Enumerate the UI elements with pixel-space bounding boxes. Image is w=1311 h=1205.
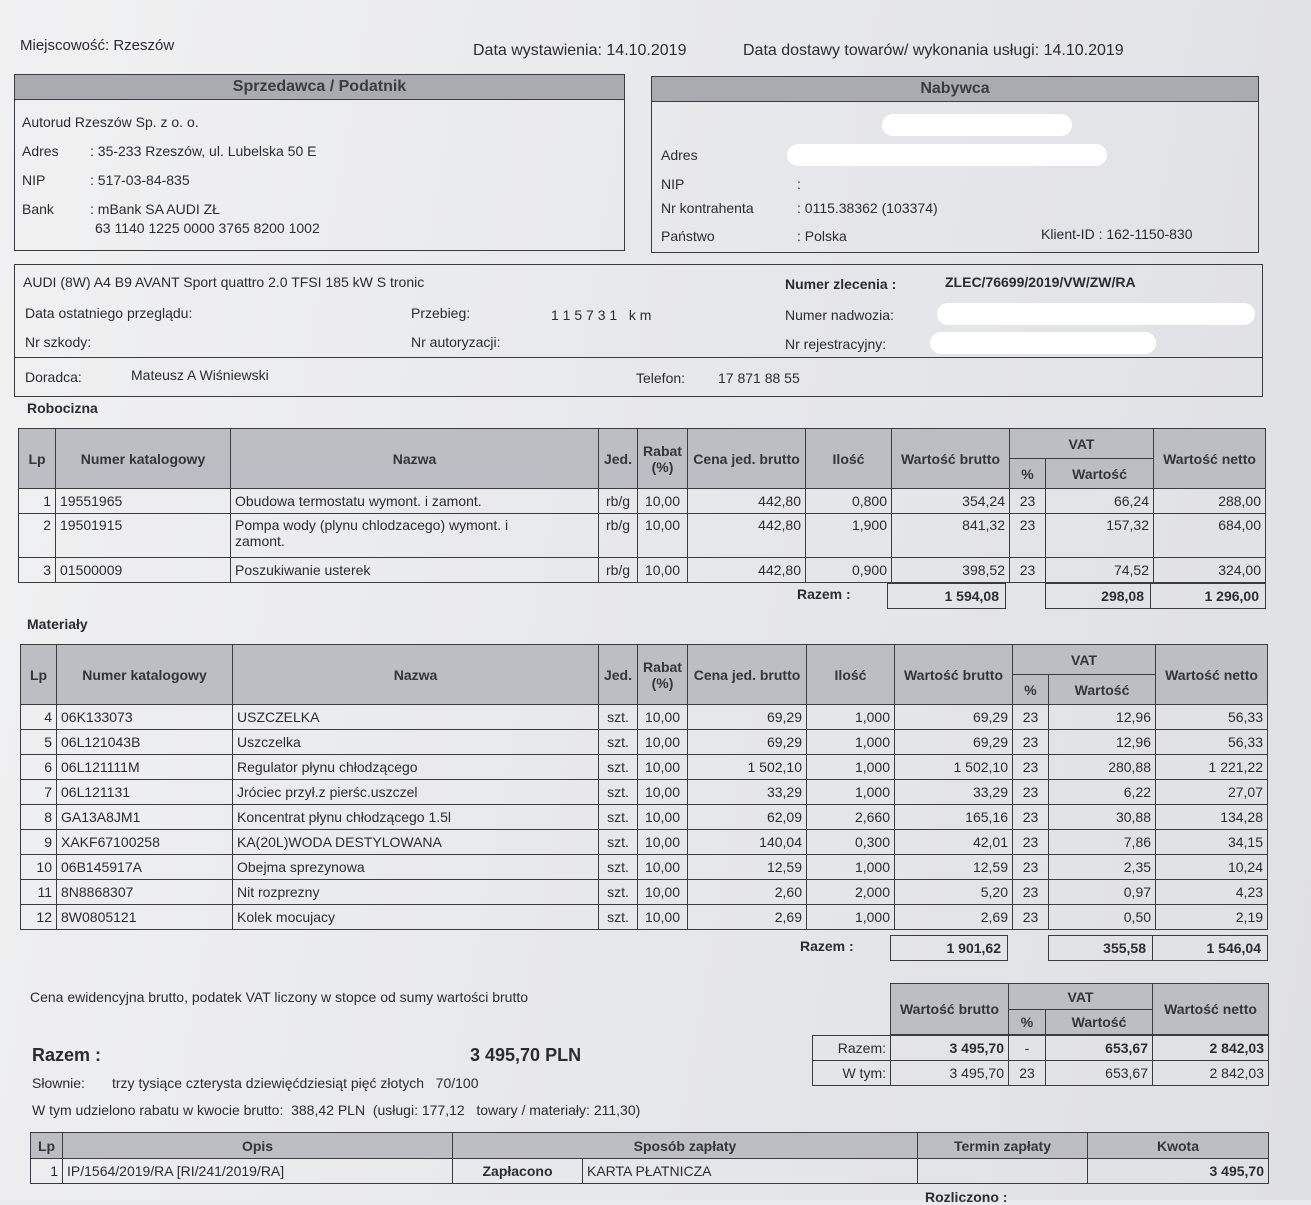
mcol-vat: VAT	[1013, 645, 1156, 675]
materials-cell-gross: 2,69	[895, 905, 1013, 930]
labor-cell-disc: 10,00	[638, 489, 688, 514]
labor-cell-unit: rb/g	[599, 558, 638, 583]
mcol-vat-pct: %	[1013, 675, 1049, 705]
pay-col-method: Sposób zapłaty	[453, 1133, 918, 1159]
pay-desc: IP/1564/2019/RA [RI/241/2019/RA]	[63, 1159, 453, 1184]
seller-address-label: Adres	[22, 143, 59, 159]
labor-cell-gross: 354,24	[892, 489, 1010, 514]
materials-cell-qty: 2,000	[807, 880, 895, 905]
labor-row	[19, 489, 1266, 514]
damage-label: Nr szkody:	[25, 334, 92, 350]
materials-row	[21, 880, 1268, 905]
sum-row1-label: Razem:	[813, 1036, 891, 1061]
pay-status: Zapłacono	[453, 1159, 583, 1184]
materials-cell-qty: 2,660	[807, 805, 895, 830]
buyer-box	[651, 101, 1259, 253]
materials-cell-gross: 69,29	[895, 730, 1013, 755]
col-lp: Lp	[19, 429, 56, 489]
phone-value: 17 871 88 55	[718, 370, 800, 386]
materials-cell-qty: 1,000	[807, 780, 895, 805]
seller-address: : 35-233 Rzeszów, ul. Lubelska 50 E	[90, 143, 317, 159]
materials-row	[21, 755, 1268, 780]
place: Miejscowość: Rzeszów	[20, 37, 175, 54]
col-unit-price: Cena jed. brutto	[688, 429, 806, 489]
materials-cell-cat: GA13A8JM1	[57, 805, 233, 830]
materials-cell-net: 56,33	[1156, 705, 1268, 730]
materials-cell-net: 27,07	[1156, 780, 1268, 805]
materials-cell-vat: 30,88	[1049, 805, 1156, 830]
materials-cell-pct: 23	[1013, 830, 1049, 855]
labor-title: Robocizna	[27, 400, 98, 416]
redacted-registration	[930, 332, 1156, 354]
materials-cell-name: Koncentrat płynu chłodzącego 1.5l	[233, 805, 599, 830]
labor-cell-name-line2: zamont.	[235, 533, 285, 549]
materials-cell-lp: 7	[21, 780, 57, 805]
materials-total-net: 1 546,04	[1152, 935, 1268, 961]
sum-row2-vat: 653,67	[1046, 1061, 1153, 1086]
labor-cell-pct: 23	[1010, 514, 1046, 558]
col-name: Nazwa	[231, 429, 599, 489]
buyer-contractor-label: Nr kontrahenta	[661, 200, 754, 216]
materials-cell-pct: 23	[1013, 880, 1049, 905]
mcol-gross: Wartość brutto	[895, 645, 1013, 705]
materials-cell-vat: 12,96	[1049, 730, 1156, 755]
seller-box	[14, 99, 625, 251]
labor-cell-cat: 19551965	[56, 489, 231, 514]
materials-cell-cat: XAKF67100258	[57, 830, 233, 855]
seller-account: 63 1140 1225 0000 3765 8200 1002	[95, 220, 320, 236]
labor-cell-price: 442,80	[688, 489, 806, 514]
materials-row	[21, 705, 1268, 730]
buyer-country: : Polska	[797, 228, 847, 244]
materials-row	[21, 730, 1268, 755]
pay-col-amount: Kwota	[1088, 1133, 1269, 1159]
last-service-label: Data ostatniego przeglądu:	[25, 305, 193, 321]
materials-cell-gross: 12,59	[895, 855, 1013, 880]
col-vat: VAT	[1010, 429, 1154, 459]
order-label: Numer zlecenia :	[785, 276, 897, 292]
materials-cell-vat: 0,50	[1049, 905, 1156, 930]
advisor-label: Doradca:	[25, 369, 82, 385]
materials-cell-name: Regulator płynu chłodzącego	[233, 755, 599, 780]
materials-cell-price: 140,04	[688, 830, 807, 855]
labor-cell-vat: 74,52	[1046, 558, 1154, 583]
vin-label: Numer nadwozia:	[785, 307, 894, 323]
col-unit: Jed.	[599, 429, 638, 489]
sum-col-gross: Wartość brutto	[891, 984, 1009, 1035]
materials-cell-lp: 4	[21, 705, 57, 730]
mcol-name: Nazwa	[233, 645, 599, 705]
pay-amount: 3 495,70	[1088, 1159, 1269, 1184]
seller-header: Sprzedawca / Podatnik	[14, 74, 625, 100]
buyer-nip: :	[797, 176, 801, 192]
materials-cell-lp: 11	[21, 880, 57, 905]
materials-cell-disc: 10,00	[638, 855, 688, 880]
materials-cell-unit: szt.	[599, 730, 638, 755]
materials-cell-net: 2,19	[1156, 905, 1268, 930]
materials-cell-unit: szt.	[599, 880, 638, 905]
summary-table	[812, 1035, 1269, 1086]
labor-cell-price: 442,80	[688, 514, 806, 558]
labor-row	[19, 514, 1266, 558]
materials-title: Materiały	[27, 616, 88, 632]
materials-cell-name: Nit rozprezny	[233, 880, 599, 905]
materials-cell-vat: 0,97	[1049, 880, 1156, 905]
mcol-qty: Ilość	[807, 645, 895, 705]
labor-cell-name	[231, 514, 599, 558]
mcol-lp: Lp	[21, 645, 57, 705]
materials-cell-vat: 7,86	[1049, 830, 1156, 855]
materials-cell-unit: szt.	[599, 905, 638, 930]
pay-method: KARTA PŁATNICZA	[583, 1159, 918, 1184]
materials-cell-name: USZCZELKA	[233, 705, 599, 730]
materials-cell-qty: 1,000	[807, 855, 895, 880]
labor-cell-name: Obudowa termostatu wymont. i zamont.	[231, 489, 599, 514]
materials-cell-net: 4,23	[1156, 880, 1268, 905]
materials-cell-cat: 06L121043B	[57, 730, 233, 755]
labor-cell-pct: 23	[1010, 489, 1046, 514]
labor-cell-price: 442,80	[688, 558, 806, 583]
sum-row2-net: 2 842,03	[1153, 1061, 1269, 1086]
labor-cell-name: Poszukiwanie usterek	[231, 558, 599, 583]
materials-cell-unit: szt.	[599, 780, 638, 805]
vehicle-divider	[15, 357, 1262, 358]
redacted-buyer-address	[787, 144, 1107, 166]
col-qty: Ilość	[806, 429, 892, 489]
materials-cell-disc: 10,00	[638, 905, 688, 930]
labor-total-label: Razem :	[797, 586, 851, 602]
labor-cell-name-line1: Pompa wody (plynu chlodzacego) wymont. i	[235, 517, 509, 533]
labor-cell-unit: rb/g	[599, 489, 638, 514]
sum-row2-label: W tym:	[813, 1061, 891, 1086]
materials-cell-net: 1 221,22	[1156, 755, 1268, 780]
materials-table	[20, 644, 1268, 930]
sum-col-vat: VAT	[1009, 984, 1153, 1010]
col-discount: Rabat (%)	[638, 429, 688, 489]
summary-note: Cena ewidencyjna brutto, podatek VAT liczony w stopce od sumy wartości brutto	[30, 989, 529, 1005]
materials-cell-price: 33,29	[688, 780, 807, 805]
seller-nip: : 517-03-84-835	[90, 172, 190, 188]
issue-date: Data wystawienia: 14.10.2019	[473, 42, 687, 59]
materials-cell-name: KA(20L)WODA DESTYLOWANA	[233, 830, 599, 855]
labor-cell-pct: 23	[1010, 558, 1046, 583]
sum-row1-gross: 3 495,70	[891, 1036, 1009, 1061]
materials-cell-disc: 10,00	[638, 830, 688, 855]
labor-cell-qty: 0,800	[806, 489, 892, 514]
sum-row1-net: 2 842,03	[1153, 1036, 1269, 1061]
phone-label: Telefon:	[636, 370, 686, 386]
materials-cell-gross: 165,16	[895, 805, 1013, 830]
redacted-buyer-name	[882, 114, 1072, 136]
auth-label: Nr autoryzacji:	[411, 334, 501, 350]
words-label: Słownie:	[32, 1075, 85, 1091]
labor-cell-qty: 1,900	[806, 514, 892, 558]
seller-bank: : mBank SA AUDI ZŁ	[90, 201, 220, 217]
labor-cell-cat: 19501915	[56, 514, 231, 558]
labor-cell-lp: 3	[19, 558, 56, 583]
materials-cell-unit: szt.	[599, 805, 638, 830]
materials-cell-gross: 69,29	[895, 705, 1013, 730]
materials-cell-qty: 1,000	[807, 730, 895, 755]
buyer-contractor: : 0115.38362 (103374)	[797, 200, 938, 216]
materials-total-label: Razem :	[800, 938, 854, 954]
mcol-discount: Rabat (%)	[638, 645, 688, 705]
materials-cell-disc: 10,00	[638, 705, 688, 730]
labor-cell-lp: 2	[19, 514, 56, 558]
labor-cell-disc: 10,00	[638, 514, 688, 558]
mileage-value: 1 1 5 7 3 1 k m	[551, 307, 652, 323]
buyer-country-label: Państwo	[661, 228, 715, 244]
materials-cell-qty: 0,300	[807, 830, 895, 855]
materials-cell-qty: 1,000	[807, 755, 895, 780]
sum-row1-vat: 653,67	[1046, 1036, 1153, 1061]
mcol-unit-price: Cena jed. brutto	[688, 645, 807, 705]
mcol-unit: Jed.	[599, 645, 638, 705]
materials-cell-cat: 06L121111M	[57, 755, 233, 780]
labor-cell-net: 324,00	[1154, 558, 1266, 583]
materials-total-vat: 355,58	[1048, 935, 1153, 961]
pay-lp: 1	[31, 1159, 63, 1184]
materials-cell-name: Uszczelka	[233, 730, 599, 755]
grand-total-label: Razem :	[32, 1045, 102, 1065]
materials-cell-net: 34,15	[1156, 830, 1268, 855]
labor-row	[19, 558, 1266, 583]
materials-cell-name: Jróciec przył.z pierśc.uszczel	[233, 780, 599, 805]
materials-row	[21, 780, 1268, 805]
materials-cell-lp: 8	[21, 805, 57, 830]
materials-cell-name: Obejma sprezynowa	[233, 855, 599, 880]
materials-cell-disc: 10,00	[638, 755, 688, 780]
pay-col-term: Termin zapłaty	[918, 1133, 1088, 1159]
col-catalog: Numer katalogowy	[56, 429, 231, 489]
grand-total-value: 3 495,70 PLN	[470, 1045, 582, 1065]
seller-nip-label: NIP	[22, 172, 46, 188]
materials-cell-vat: 12,96	[1049, 705, 1156, 730]
materials-cell-net: 134,28	[1156, 805, 1268, 830]
sum-col-vat-value: Wartość	[1046, 1010, 1153, 1035]
materials-cell-gross: 1 502,10	[895, 755, 1013, 780]
labor-total-gross: 1 594,08	[887, 583, 1006, 609]
materials-cell-disc: 10,00	[638, 780, 688, 805]
materials-cell-vat: 2,35	[1049, 855, 1156, 880]
labor-cell-vat: 157,32	[1046, 514, 1154, 558]
summary-header-table	[890, 983, 1269, 1035]
materials-cell-unit: szt.	[599, 705, 638, 730]
sum-row2-gross: 3 495,70	[891, 1061, 1009, 1086]
redacted-vin	[937, 303, 1255, 325]
materials-cell-name: Kolek mocujacy	[233, 905, 599, 930]
materials-cell-cat: 06L121131	[57, 780, 233, 805]
amount-in-words: trzy tysiące czterysta dziewięćdziesiąt pięć złotych 70/100	[112, 1075, 479, 1091]
labor-cell-lp: 1	[19, 489, 56, 514]
materials-cell-price: 69,29	[688, 705, 807, 730]
materials-cell-net: 10,24	[1156, 855, 1268, 880]
materials-cell-pct: 23	[1013, 730, 1049, 755]
mcol-vat-value: Wartość	[1049, 675, 1156, 705]
labor-cell-net: 288,00	[1154, 489, 1266, 514]
labor-cell-unit: rb/g	[599, 514, 638, 558]
materials-total-gross: 1 901,62	[890, 935, 1008, 961]
seller-bank-label: Bank	[22, 201, 54, 217]
mcol-net: Wartość netto	[1156, 645, 1268, 705]
buyer-nip-label: NIP	[661, 176, 685, 192]
materials-cell-gross: 42,01	[895, 830, 1013, 855]
col-gross: Wartość brutto	[892, 429, 1010, 489]
payment-table	[30, 1132, 1269, 1184]
sum-col-net: Wartość netto	[1153, 984, 1269, 1035]
pay-term	[918, 1159, 1088, 1184]
sum-row1-pct: -	[1009, 1036, 1046, 1061]
sum-row2-pct: 23	[1009, 1061, 1046, 1086]
materials-cell-cat: 06K133073	[57, 705, 233, 730]
materials-cell-unit: szt.	[599, 855, 638, 880]
materials-cell-vat: 280,88	[1049, 755, 1156, 780]
materials-cell-unit: szt.	[599, 830, 638, 855]
vehicle-model: AUDI (8W) A4 B9 AVANT Sport quattro 2.0 TFSI 185 kW S tronic	[23, 274, 425, 290]
materials-cell-price: 2,60	[688, 880, 807, 905]
advisor-name: Mateusz A Wiśniewski	[131, 367, 269, 383]
sum-col-pct: %	[1009, 1010, 1046, 1035]
materials-cell-gross: 5,20	[895, 880, 1013, 905]
materials-cell-pct: 23	[1013, 905, 1049, 930]
buyer-header: Nabywca	[651, 76, 1259, 102]
materials-cell-cat: 8W0805121	[57, 905, 233, 930]
labor-cell-qty: 0,900	[806, 558, 892, 583]
materials-cell-qty: 1,000	[807, 705, 895, 730]
buyer-address-label: Adres	[661, 147, 698, 163]
settled-label: Rozliczono :	[925, 1189, 1008, 1205]
materials-cell-pct: 23	[1013, 855, 1049, 880]
col-vat-pct: %	[1010, 459, 1046, 489]
materials-cell-net: 56,33	[1156, 730, 1268, 755]
pay-col-desc: Opis	[63, 1133, 453, 1159]
materials-cell-lp: 9	[21, 830, 57, 855]
materials-cell-lp: 12	[21, 905, 57, 930]
labor-cell-net: 684,00	[1154, 514, 1266, 558]
materials-cell-lp: 5	[21, 730, 57, 755]
mileage-label: Przebieg:	[411, 305, 471, 321]
labor-cell-gross: 841,32	[892, 514, 1010, 558]
materials-cell-vat: 6,22	[1049, 780, 1156, 805]
pay-col-lp: Lp	[31, 1133, 63, 1159]
buyer-client-id: Klient-ID : 162-1150-830	[1041, 226, 1193, 242]
materials-cell-price: 12,59	[688, 855, 807, 880]
reg-label: Nr rejestracyjny:	[785, 336, 887, 352]
materials-cell-price: 2,69	[688, 905, 807, 930]
labor-cell-vat: 66,24	[1046, 489, 1154, 514]
labor-table	[18, 428, 1266, 583]
labor-cell-gross: 398,52	[892, 558, 1010, 583]
materials-cell-pct: 23	[1013, 805, 1049, 830]
col-net: Wartość netto	[1154, 429, 1266, 489]
materials-cell-disc: 10,00	[638, 880, 688, 905]
materials-cell-lp: 6	[21, 755, 57, 780]
labor-cell-disc: 10,00	[638, 558, 688, 583]
materials-cell-cat: 8N8868307	[57, 880, 233, 905]
materials-cell-gross: 33,29	[895, 780, 1013, 805]
materials-cell-price: 1 502,10	[688, 755, 807, 780]
labor-total-vat: 298,08	[1045, 583, 1151, 609]
materials-cell-qty: 1,000	[807, 905, 895, 930]
discount-note: W tym udzielono rabatu w kwocie brutto: 388,42 PLN (usługi: 177,12 towary / materiały: 211,30)	[32, 1102, 641, 1118]
labor-total-net: 1 296,00	[1150, 583, 1266, 609]
delivery-date: Data dostawy towarów/ wykonania usługi: 14.10.2019	[743, 42, 1124, 59]
materials-cell-pct: 23	[1013, 780, 1049, 805]
materials-cell-price: 69,29	[688, 730, 807, 755]
materials-row	[21, 830, 1268, 855]
materials-cell-unit: szt.	[599, 755, 638, 780]
materials-cell-disc: 10,00	[638, 730, 688, 755]
materials-cell-lp: 10	[21, 855, 57, 880]
col-vat-value: Wartość	[1046, 459, 1154, 489]
vehicle-box	[14, 264, 1263, 397]
labor-cell-cat: 01500009	[56, 558, 231, 583]
mcol-catalog: Numer katalogowy	[57, 645, 233, 705]
materials-row	[21, 905, 1268, 930]
materials-cell-pct: 23	[1013, 705, 1049, 730]
materials-cell-cat: 06B145917A	[57, 855, 233, 880]
materials-cell-price: 62,09	[688, 805, 807, 830]
materials-row	[21, 855, 1268, 880]
materials-row	[21, 805, 1268, 830]
materials-cell-disc: 10,00	[638, 805, 688, 830]
seller-name: Autorud Rzeszów Sp. z o. o.	[22, 114, 199, 130]
materials-cell-pct: 23	[1013, 755, 1049, 780]
order-number: ZLEC/76699/2019/VW/ZW/RA	[945, 274, 1136, 290]
